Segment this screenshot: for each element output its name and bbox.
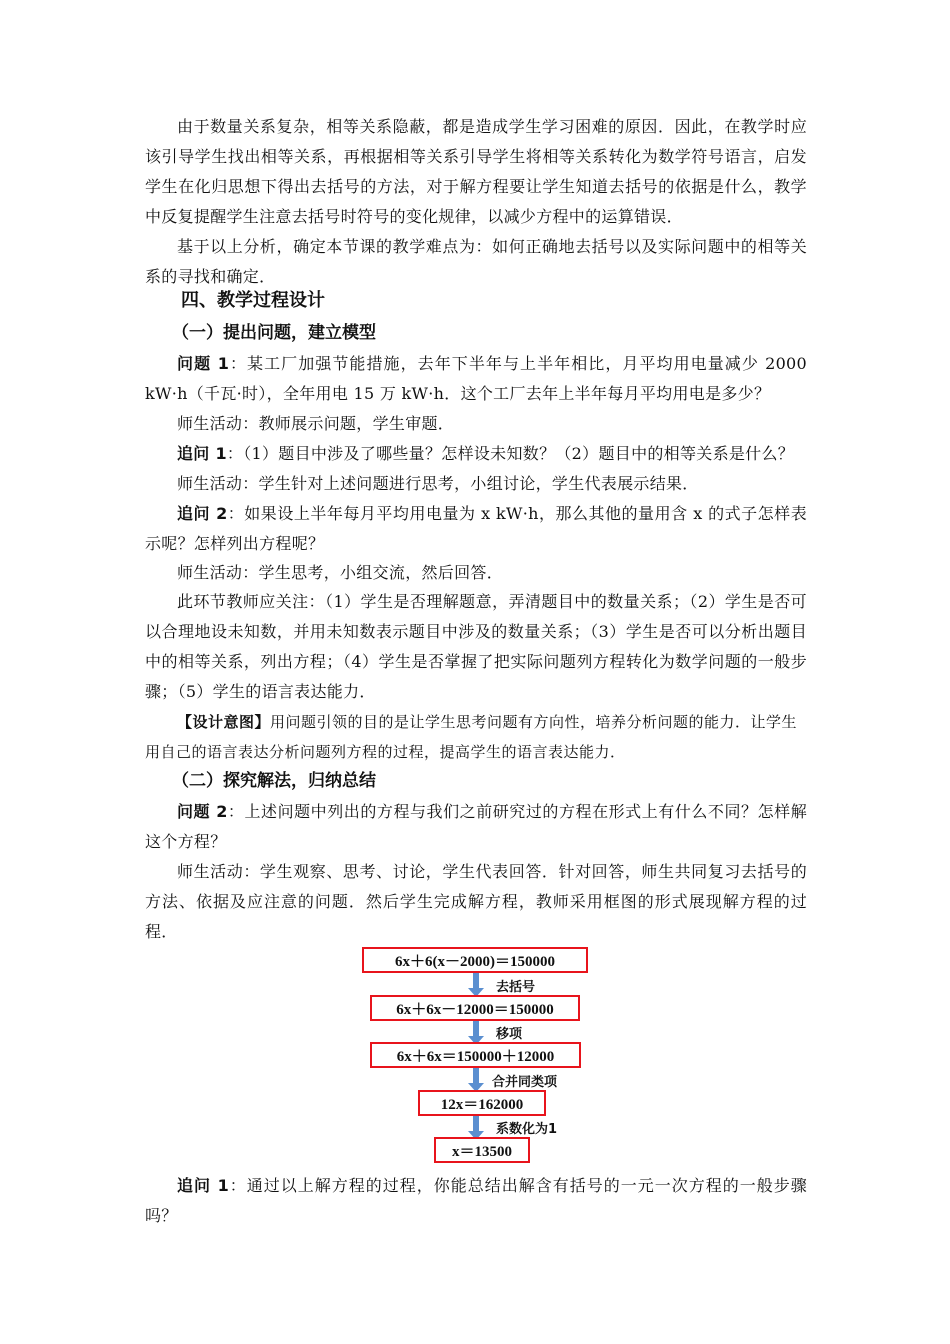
follow-up-2-label: 追问 2 (177, 504, 228, 523)
section-heading-teaching-process: 四、教学过程设计 (181, 290, 325, 311)
activity-4: 师生活动：学生观察、思考、讨论，学生代表回答．针对回答，师生共同复习去括号的方法、依据及应注意的问题．然后学生完成解方程，教师采用框图的形式展现解方程的过程． (145, 862, 807, 941)
activity-3: 师生活动：学生思考，小组交流，然后回答． (177, 563, 504, 582)
subsection-heading-part1: （一）提出问题，建立模型 (172, 323, 376, 343)
question-2-label: 问题 2 (177, 802, 228, 821)
equation-box-1: 6x＋6(x－2000)＝150000 (362, 947, 588, 973)
activity-1: 师生活动：教师展示问题，学生审题． (177, 414, 455, 433)
follow-up-3-label: 追问 1 (177, 1176, 230, 1195)
follow-up-2 (145, 499, 807, 559)
follow-up-2-text: ：如果设上半年每月平均用电量为 x kW·h，那么其他的量用含 x 的式子怎样表示呢？怎样列出方程呢？ (145, 504, 807, 553)
design-intent-text: 用问题引领的目的是让学生思考问题有方向性，培养分析问题的能力．让学生用自己的语言表达分析问题列方程的过程，提高学生的语言表达能力． (145, 713, 798, 761)
equation-box-2: 6x＋6x－12000＝150000 (370, 995, 580, 1021)
step-label-2: 移项 (496, 1027, 523, 1042)
follow-up-3-text: ：通过以上解方程的过程，你能总结出解含有括号的一元一次方程的一般步骤吗？ (145, 1176, 808, 1225)
follow-up-3 (145, 1171, 807, 1231)
design-intent (145, 707, 807, 767)
question-1-label: 问题 1 (177, 354, 230, 373)
equation-box-5: x＝13500 (434, 1137, 530, 1163)
down-arrow-icon (471, 973, 481, 997)
equation-box-3: 6x＋6x＝150000＋12000 (370, 1042, 581, 1068)
follow-up-1-text: ：（1）题目中涉及了哪些量？怎样设未知数？（2）题目中的相等关系是什么？ (226, 444, 795, 463)
design-intent-label: 【设计意图】 (177, 713, 271, 731)
paragraph-difficulty-reason: 由于数量关系复杂，相等关系隐蔽，都是造成学生学习困难的原因．因此，在教学时应该引导学生找出相等关系，再根据相等关系引导学生将相等关系转化为数学符号语言，启发学生在化归思想下得出去括号的方法，对于解方程要让学生知道去括号的依据是什么，教学中反复提醒学生注意去括号时符号的变化规律，以减少方程中的运算错误． (145, 117, 807, 226)
activity-2: 师生活动：学生针对上述问题进行思考，小组讨论，学生代表展示结果． (177, 474, 699, 493)
question-2 (145, 797, 807, 857)
subsection-heading-part2: （二）探究解法，归纳总结 (172, 771, 376, 791)
question-1-text: ：某工厂加强节能措施，去年下半年与上半年相比，月平均用电量减少 2000 kW·h（千瓦·时），全年用电 15 万 kW·h．这个工厂去年上半年每月平均用电是多少？ (145, 354, 808, 403)
question-2-text: ：上述问题中列出的方程与我们之前研究过的方程在形式上有什么不同？怎样解这个方程？ (145, 802, 807, 851)
equation-box-4: 12x＝162000 (418, 1090, 546, 1116)
step-label-1: 去括号 (496, 980, 536, 995)
step-label-4: 系数化为1 (496, 1122, 558, 1137)
teacher-focus: 此环节教师应关注：（1）学生是否理解题意，弄清题目中的数量关系；（2）学生是否可以合理地设未知数，并用未知数表示题目中涉及的数量关系；（3）学生是否可以分析出题目中的相等关系，列出方程；（4）学生是否掌握了把实际问题列方程转化为数学问题的一般步骤；（5）学生的语言表达能力． (145, 592, 807, 701)
step-label-3: 合并同类项 (492, 1075, 558, 1090)
follow-up-1 (145, 439, 807, 469)
follow-up-1-label: 追问 1 (177, 444, 227, 463)
down-arrow-icon (471, 1068, 481, 1092)
paragraph-difficulty-summary: 基于以上分析，确定本节课的教学难点为：如何正确地去括号以及实际问题中的相等关系的寻找和确定． (145, 237, 807, 286)
question-1 (145, 349, 807, 409)
